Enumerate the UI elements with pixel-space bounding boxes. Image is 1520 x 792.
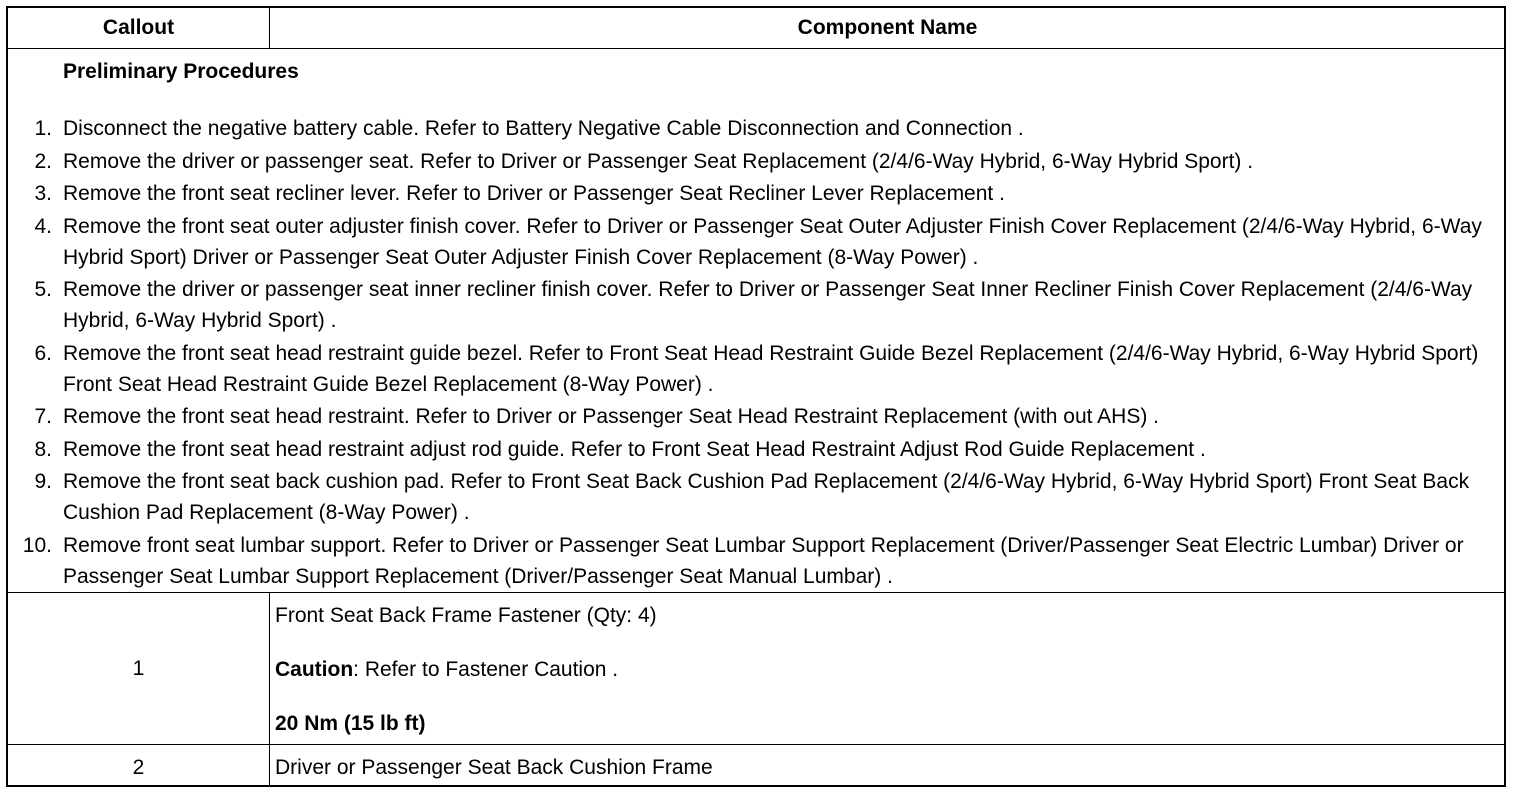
callout-number: 1	[132, 657, 145, 680]
component-table	[6, 6, 1506, 787]
callout-header: Callout	[102, 16, 175, 39]
preliminary-procedures-title: Preliminary Procedures	[63, 60, 299, 83]
callout-number: 2	[132, 756, 145, 779]
preliminary-steps-list	[8, 113, 1488, 593]
row-divider-2	[8, 744, 1504, 745]
component-name: Front Seat Back Frame Fastener (Qty: 4)	[275, 604, 657, 627]
torque-spec: 20 Nm (15 lb ft)	[275, 712, 426, 735]
procedure-step: 5. Remove the driver or passenger seat inner recliner finish cover. Refer to Driver or Passenger Seat Inner Recliner Finish Cover Replacement (2/4/6-Way Hybrid, 6-Way Hybrid Sport) .	[34, 278, 1473, 332]
procedure-step: 3. Remove the front seat recliner lever. Refer to Driver or Passenger Seat Recliner Lever Replacement .	[34, 182, 1005, 205]
procedure-step: 8. Remove the front seat head restraint adjust rod guide. Refer to Front Seat Head Restraint Adjust Rod Guide Replacement .	[34, 437, 1206, 461]
procedure-step: 6. Remove the front seat head restraint guide bezel. Refer to Front Seat Head Restraint Guide Bezel Replacement (2/4/6-Way Hybrid, 6-Way Hybrid Sport) Front Seat Head Restraint Guide Bezel Replacement (8-Way Power) .	[34, 341, 1479, 396]
procedure-step: 10. Remove front seat lumbar support. Refer to Driver or Passenger Seat Lumbar Support Replacement (Driver/Passenger Seat Electric Lumbar) Driver or Passenger Seat Lumbar Support Replacement (Driver/Passenger Seat Manual Lumbar) .	[22, 533, 1464, 588]
component-name: Driver or Passenger Seat Back Cushion Frame	[275, 756, 713, 779]
caution-label: Caution	[275, 658, 354, 681]
procedure-step: 1. Disconnect the negative battery cable. Refer to Battery Negative Cable Disconnection and Connection .	[34, 117, 1024, 140]
caution-text: : Refer to Fastener Caution .	[353, 658, 619, 681]
procedure-step: 9. Remove the front seat back cushion pad. Refer to Front Seat Back Cushion Pad Replacement (2/4/6-Way Hybrid, 6-Way Hybrid Sport) Front Seat Back Cushion Pad Replacement (8-Way Power) .	[34, 470, 1470, 524]
procedure-step: 2. Remove the driver or passenger seat. Refer to Driver or Passenger Seat Replacement (2/4/6-Way Hybrid, 6-Way Hybrid Sport) .	[34, 149, 1254, 173]
caution-note	[275, 658, 618, 682]
row-column-divider	[269, 592, 270, 787]
component-name-header: Component Name	[797, 16, 978, 39]
procedure-step: 7. Remove the front seat head restraint. Refer to Driver or Passenger Seat Head Restraint Replacement (with out AHS) .	[34, 405, 1160, 428]
procedure-step: 4. Remove the front seat outer adjuster finish cover. Refer to Driver or Passenger Seat Outer Adjuster Finish Cover Replacement (2/4/6-Way Hybrid, 6-Way Hybrid Sport) Driver or Passenger Seat Outer Adjuster Finish Cover Replacement (8-Way Power) .	[34, 214, 1482, 269]
header-divider	[8, 48, 1504, 49]
